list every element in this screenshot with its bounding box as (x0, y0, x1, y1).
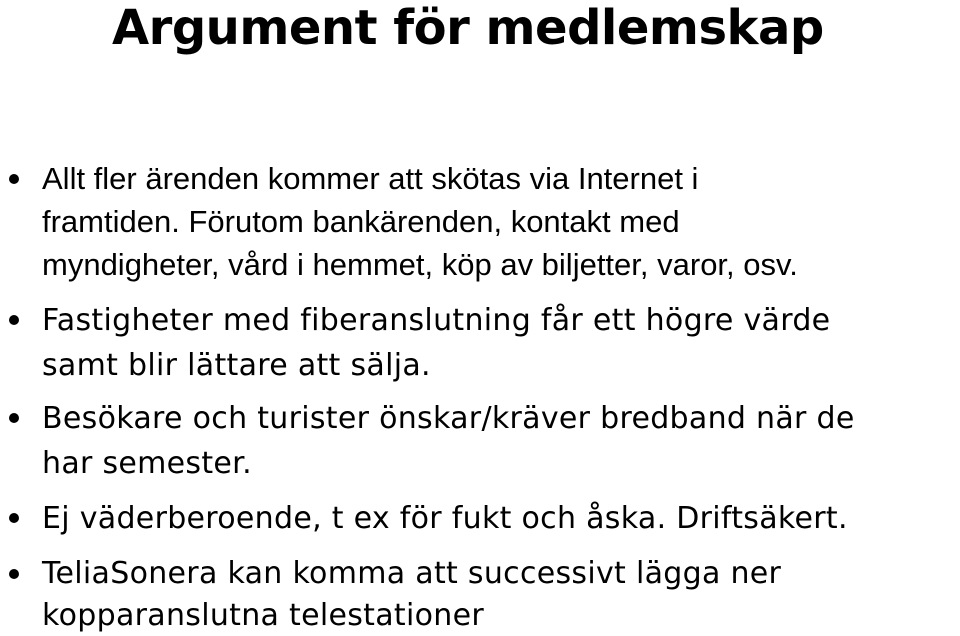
bullet-dot-icon (9, 174, 19, 184)
bullet-dot-icon (9, 413, 19, 423)
bullet-text-line: har semester. (42, 446, 252, 481)
bullet-text-line: Allt fler ärenden kommer att skötas via Internet i (42, 161, 699, 196)
bullet-text-line: samt blir lättare att sälja. (42, 348, 431, 383)
bullet-text-line: myndigheter, vård i hemmet, köp av biljetter, varor, osv. (42, 247, 798, 282)
bullet-text-line: kopparanslutna telestationer (42, 598, 484, 633)
bullet-text-line: Besökare och turister önskar/kräver bredband när de (42, 401, 855, 436)
bullet-text-line: Fastigheter med fiberanslutning får ett högre värde (42, 303, 831, 338)
bullet-text-line: Ej väderberoende, t ex för fukt och åska. Driftsäkert. (42, 501, 848, 536)
bullet-dot-icon (9, 315, 19, 325)
slide-title: Argument för medlemskap (112, 0, 824, 56)
bullet-dot-icon (9, 569, 19, 579)
bullet-text-line: framtiden. Förutom bankärenden, kontakt med (42, 204, 680, 239)
bullet-text-line: TeliaSonera kan komma att successivt lägga ner (42, 556, 782, 591)
bullet-dot-icon (9, 513, 19, 523)
